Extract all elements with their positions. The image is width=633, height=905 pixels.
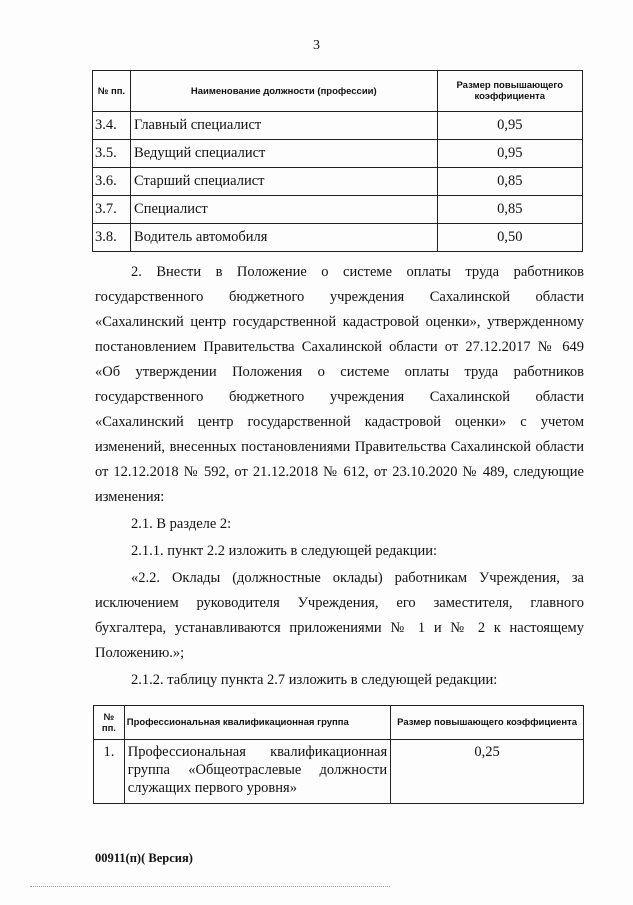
row-coefficient: 0,95 xyxy=(437,140,582,168)
paragraph-amendment: 2. Внести в Положение о системе оплаты труда работников государственного бюджетного учреждения Сахалинской области «Сахалинский центр государственной кадастровой оценки», утвержденному постановлением Правительства Сахалинской области от 27.12.2017 № 649 «Об утверждении Положения о системе оплаты труда работников государственного бюджетного учреждения Сахалинской области «Сахалинский центр государственной кадастровой оценки» с учетом изменений, внесенных постановлениями Правительства Сахалинской области от 12.12.2018 № 592, от 21.12.2018 № 612, от 23.10.2020 № 489, следующие изменения: xyxy=(95,264,584,505)
table-row xyxy=(94,740,584,804)
row-position: Водитель автомобиля xyxy=(131,224,438,252)
column-header-coefficient: Размер повышающего коэффициента xyxy=(437,71,582,112)
scan-artifact xyxy=(30,886,390,889)
row-number: 3.5. xyxy=(93,140,131,168)
table-row xyxy=(93,196,583,224)
row-group: Профессиональная квалификационная группа «Общеотраслевые должности служащих первого уровня» xyxy=(124,740,390,804)
row-number: 3.8. xyxy=(93,224,131,252)
document-body xyxy=(95,260,584,693)
table-header-row xyxy=(93,71,583,112)
table-row xyxy=(93,140,583,168)
table-header-row xyxy=(94,706,584,740)
table-row xyxy=(93,224,583,252)
row-number: 3.4. xyxy=(93,112,131,140)
row-coefficient: 0,85 xyxy=(437,168,582,196)
row-coefficient: 0,25 xyxy=(391,740,584,804)
column-header-group: Профессиональная квалификационная группа xyxy=(124,706,390,740)
row-position: Специалист xyxy=(131,196,438,224)
row-coefficient: 0,95 xyxy=(437,112,582,140)
row-number: 1. xyxy=(94,740,125,804)
row-position: Ведущий специалист xyxy=(131,140,438,168)
row-number: 3.7. xyxy=(93,196,131,224)
column-header-number: № пп. xyxy=(94,706,125,740)
paragraph-section-2: 2.1. В разделе 2: xyxy=(131,516,232,532)
paragraph-quote-2-2: «2.2. Оклады (должностные оклады) работникам Учреждения, за исключением руководителя Учреждения, его заместителя, главного бухгалтера, устанавливаются приложениями № 1 и № 2 к настоящему Положению.»; xyxy=(95,570,584,661)
column-header-position: Наименование должности (профессии) xyxy=(131,71,438,112)
paragraph-item-2-1-2: 2.1.2. таблицу пункта 2.7 изложить в следующей редакции: xyxy=(131,672,498,688)
column-header-coefficient: Размер повышающего коэффициента xyxy=(391,706,584,740)
page-number: 3 xyxy=(313,38,320,53)
table-row xyxy=(93,168,583,196)
row-coefficient: 0,50 xyxy=(437,224,582,252)
qualification-group-table xyxy=(93,705,584,804)
coefficient-table xyxy=(92,70,583,252)
document-footer-code: 00911(п)( Версия) xyxy=(95,851,193,865)
paragraph-item-2-1-1: 2.1.1. пункт 2.2 изложить в следующей редакции: xyxy=(131,543,438,559)
column-header-number: № пп. xyxy=(93,71,131,112)
row-position: Старший специалист xyxy=(131,168,438,196)
table-row xyxy=(93,112,583,140)
row-coefficient: 0,85 xyxy=(437,196,582,224)
row-position: Главный специалист xyxy=(131,112,438,140)
row-number: 3.6. xyxy=(93,168,131,196)
